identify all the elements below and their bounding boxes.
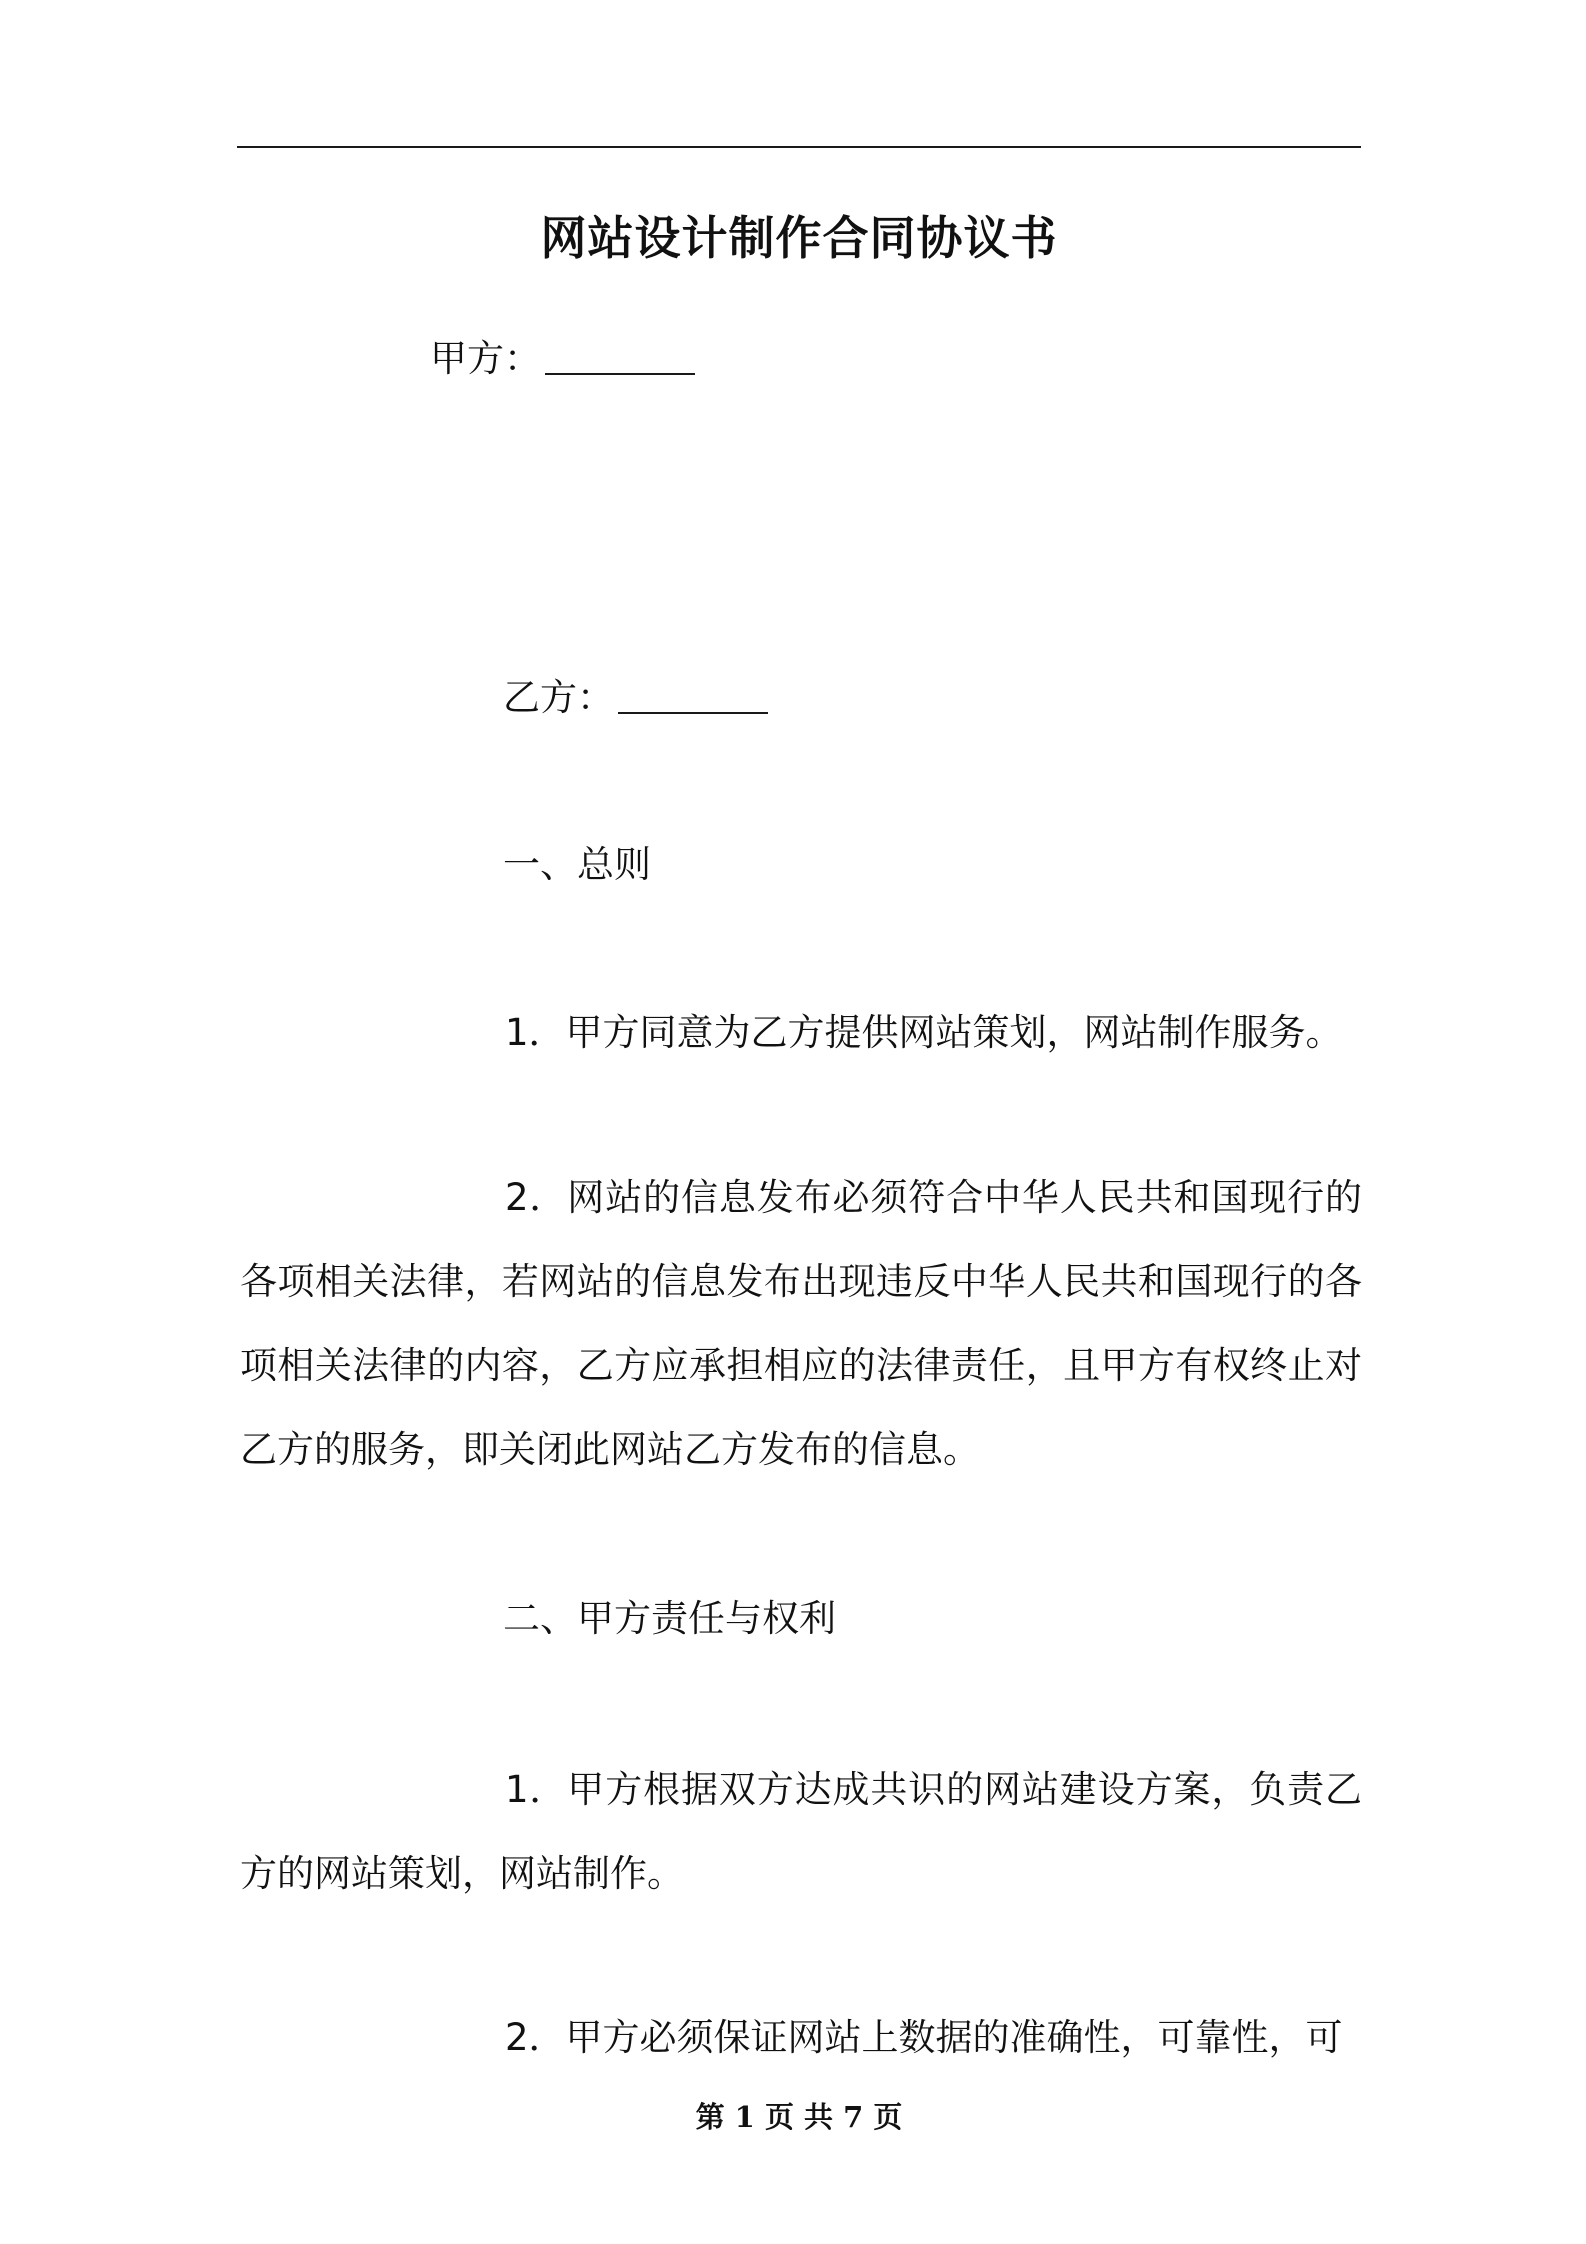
section-heading: 一、总则: [503, 843, 651, 886]
clause-paragraph: 2．甲方必须保证网站上数据的准确性，可靠性，可: [505, 2016, 1343, 2059]
page-number-footer: 第 1 页 共 7 页: [695, 2100, 903, 2134]
clause-paragraph: 2．网站的信息发布必须符合中华人民共和国现行的各项相关法律，若网站的信息发布出现违反中华人民共和国现行的各项相关法律的内容，乙方应承担相应的法律责任，且甲方有权终止对乙方的服务，即关闭此网站乙方发布的信息。: [240, 1176, 1362, 1471]
party-a-blank: [545, 333, 695, 375]
party-a-label: 甲方：: [430, 337, 541, 380]
document-title: 网站设计制作合同协议书: [540, 211, 1058, 265]
clause-paragraph: 1．甲方根据双方达成共识的网站建设方案，负责乙方的网站策划，网站制作。: [240, 1768, 1362, 1895]
party-b-blank: [618, 672, 768, 714]
section-heading: 二、甲方责任与权利: [503, 1597, 836, 1640]
party-a-line: [430, 329, 695, 389]
clause-paragraph: 1．甲方同意为乙方提供网站策划，网站制作服务。: [505, 1011, 1343, 1054]
header-rule: [237, 146, 1361, 148]
party-b-line: [503, 668, 768, 728]
party-b-label: 乙方：: [503, 676, 614, 719]
